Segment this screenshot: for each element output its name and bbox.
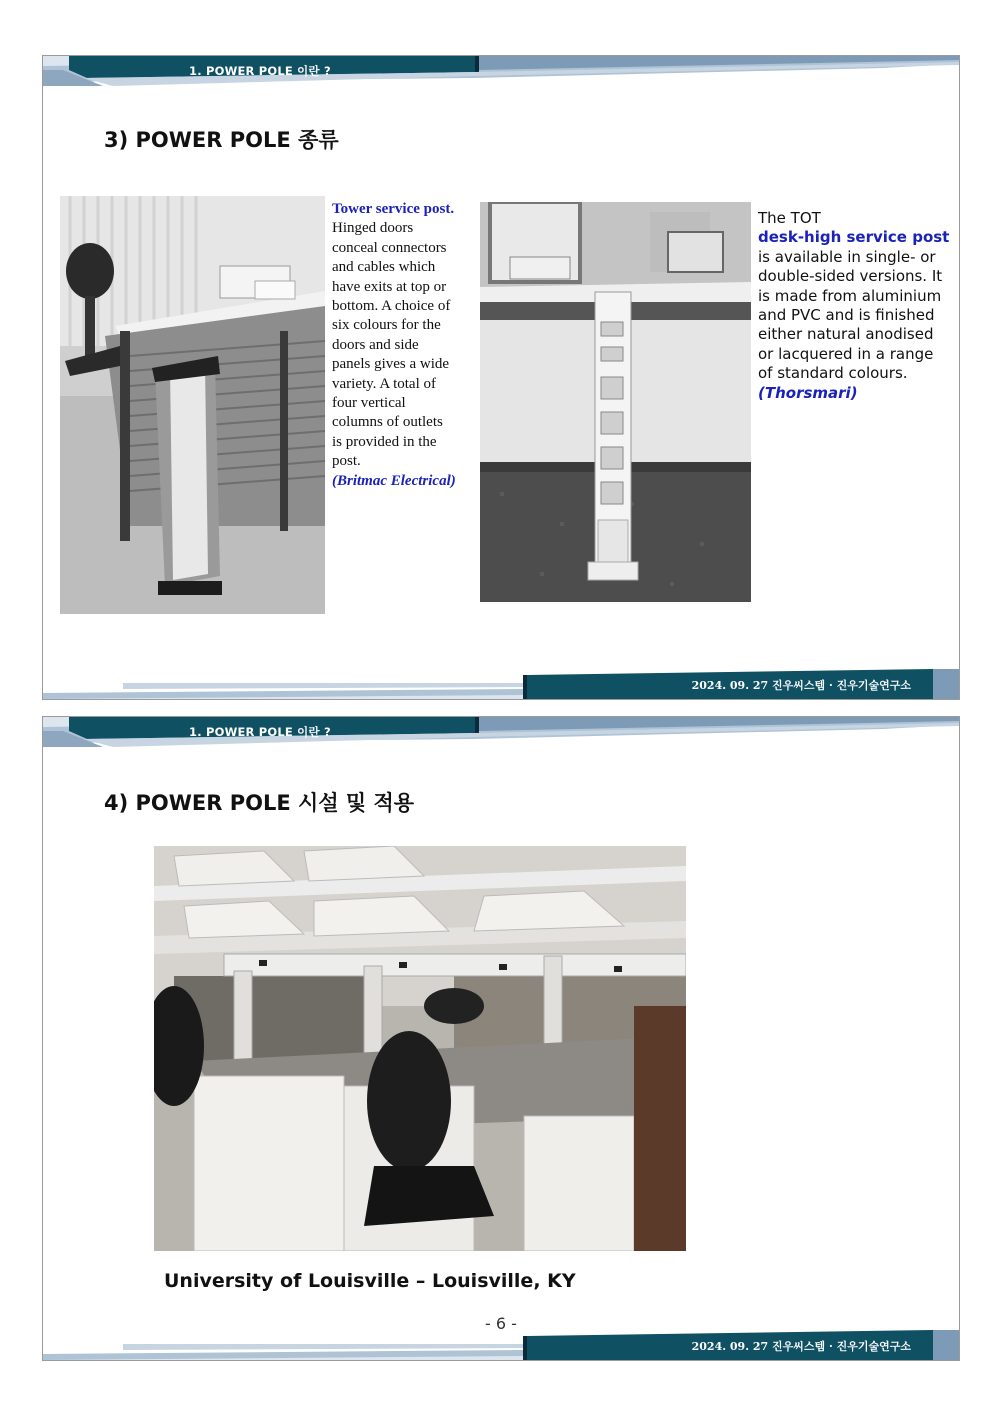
tower-post-line: is provided in the — [332, 433, 437, 450]
desk-post-source: (Thorsmari) — [758, 383, 858, 402]
desk-post-line: double-sided versions. It — [758, 267, 943, 286]
tower-post-line: panels gives a wide — [332, 356, 450, 373]
desk-post-intro: The TOT — [758, 209, 821, 227]
tower-post-heading: Tower service post. — [332, 201, 455, 217]
page-number: - 6 - — [485, 1314, 517, 1333]
desk-post-line: and PVC and is finished — [758, 306, 935, 325]
header-band — [43, 56, 959, 96]
section-label: 1. POWER POLE 이란 ? — [189, 725, 331, 739]
tower-post-source: (Britmac Electrical) — [332, 472, 456, 489]
tower-post-line: have exits at top or — [332, 278, 447, 295]
tower-post-line: Hinged doors — [332, 220, 414, 237]
tower-post-line: post. — [332, 453, 361, 470]
tower-post-line: doors and side — [332, 336, 419, 353]
desk-post-line: or lacquered in a range — [758, 344, 934, 363]
footer-label: 2024. 09. 27 진우씨스템 · 진우기술연구소 — [691, 679, 911, 692]
tower-post-line: six colours for the — [332, 317, 441, 334]
photo-desk-high-service-post — [480, 202, 751, 602]
section-label: 1. POWER POLE 이란 ? — [189, 64, 331, 78]
desk-post-line: of standard colours. — [758, 364, 908, 383]
header-band — [43, 717, 959, 757]
desk-post-heading: desk-high service post — [758, 228, 950, 247]
desk-post-line: is available in single- or — [758, 247, 936, 266]
footer-label: 2024. 09. 27 진우씨스템 · 진우기술연구소 — [691, 1340, 911, 1353]
slide-power-pole-installation — [42, 716, 960, 1361]
tower-post-line: variety. A total of — [332, 375, 437, 392]
desk-post-line: is made from aluminium — [758, 286, 942, 305]
slide-title: 4) POWER POLE 시설 및 적용 — [104, 791, 415, 815]
tower-post-line: columns of outlets — [332, 414, 443, 431]
tower-post-line: conceal connectors — [332, 239, 447, 256]
desk-post-line: either natural anodised — [758, 325, 934, 344]
desk-post-description — [758, 209, 958, 403]
tower-post-line: bottom. A choice of — [332, 298, 451, 315]
photo-caption: University of Louisville – Louisville, KY — [164, 1270, 576, 1292]
photo-lab-power-pole — [154, 846, 686, 1251]
tower-post-description — [332, 200, 482, 491]
photo-tower-service-post — [60, 196, 325, 614]
tower-post-line: and cables which — [332, 259, 436, 276]
slide-title: 3) POWER POLE 종류 — [104, 128, 339, 152]
tower-post-line: four vertical — [332, 395, 406, 412]
slide-power-pole-types — [42, 55, 960, 700]
